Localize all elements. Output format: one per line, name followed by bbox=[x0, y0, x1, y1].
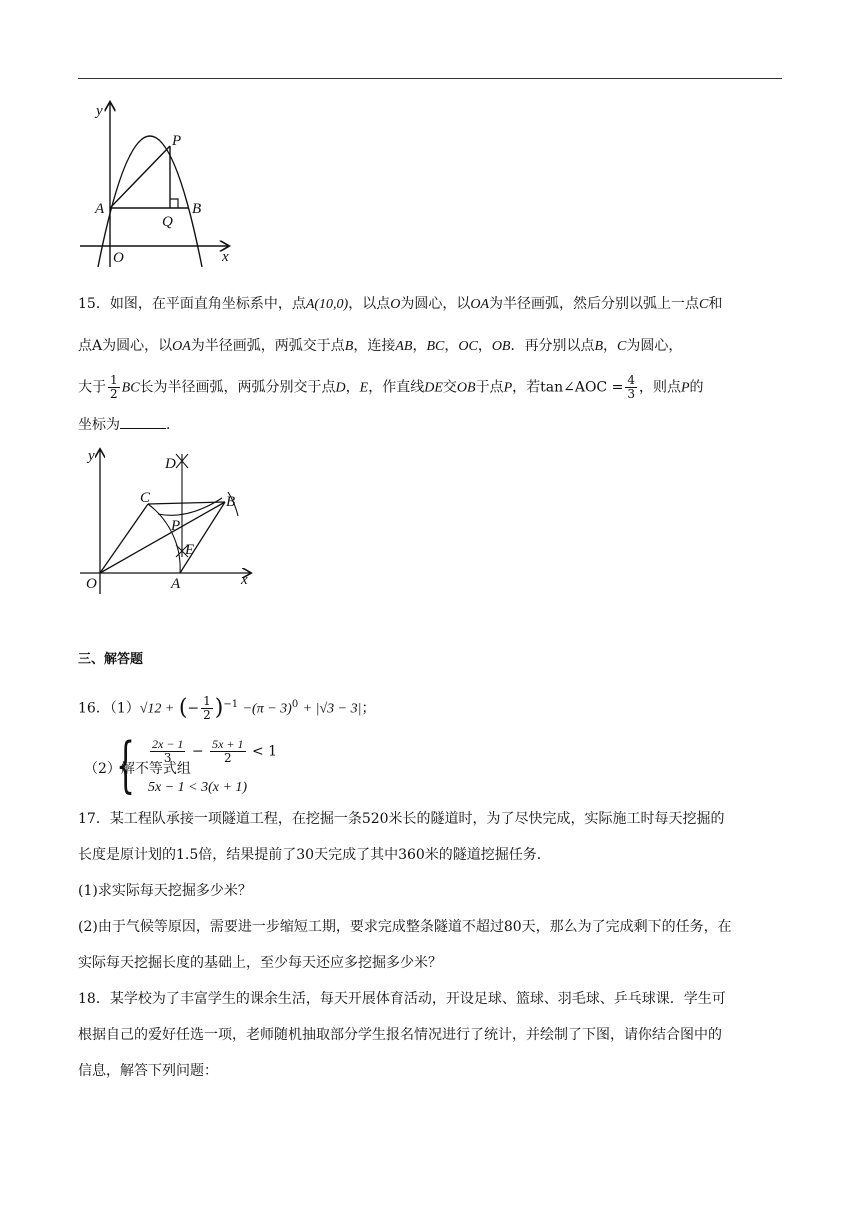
figure-parabola bbox=[78, 95, 238, 270]
q18-line3: 信息，解答下列问题： bbox=[78, 1063, 218, 1079]
label-p: P bbox=[172, 133, 182, 149]
label-o: O bbox=[86, 576, 97, 592]
inequality-2: 5x − 1 < 3(x + 1) bbox=[148, 780, 248, 795]
label-x: x bbox=[222, 249, 229, 265]
right-angle-mark bbox=[170, 199, 178, 208]
section-heading: 三、解答题 bbox=[78, 652, 144, 667]
segment-ap bbox=[110, 146, 170, 208]
label-d: D bbox=[165, 456, 176, 472]
q15-line2: 点A为圆心，以OA为半径画弧，两弧交于点B，连接AB，BC，OC，OB．再分别以点B，C为圆心， bbox=[78, 338, 683, 354]
inequality-1: $\frac{2x - 1}{3}$ − $\frac{5x + 1}{2}$ < 1 bbox=[152, 737, 278, 765]
arc-oa bbox=[148, 504, 180, 573]
q15-line4: 坐标为 ． bbox=[78, 414, 782, 436]
header-rule bbox=[78, 78, 782, 79]
system-brace: { bbox=[116, 730, 136, 800]
q17-line1: 17．某工程队承接一项隧道工程，在挖掘一条520米长的隧道时，为了尽快完成，实际施工时每天挖掘的 bbox=[78, 811, 725, 827]
parabola-curve bbox=[98, 136, 202, 267]
segment-ob bbox=[100, 502, 225, 573]
figure-arcs bbox=[78, 442, 258, 597]
label-e: E bbox=[185, 542, 195, 558]
fraction-neg-half: $\frac{1}{2}$ bbox=[203, 694, 211, 723]
q18-line1: 18．某学校为了丰富学生的课余生活，每天开展体育活动，开设足球、篮球、羽毛球、乒乓球课．学生可 bbox=[78, 991, 726, 1007]
q17-sub2-line1: (2)由于气候等原因，需要进一步缩短工期，要求完成整条隧道不超过80天，那么为了完成剩下的任务，在 bbox=[78, 919, 732, 935]
label-a: A bbox=[171, 576, 181, 592]
segment-oc bbox=[100, 504, 148, 573]
label-c: C bbox=[140, 490, 151, 506]
label-q: Q bbox=[162, 214, 173, 230]
q18-line2: 根据自己的爱好任选一项，老师随机抽取部分学生报名情况进行了统计，并绘制了下图，请你结合图中的 bbox=[78, 1027, 722, 1043]
q17-line2: 长度是原计划的1.5倍，结果提前了30天完成了其中360米的隧道挖掘任务． bbox=[78, 847, 551, 863]
label-b: B bbox=[192, 201, 202, 217]
q17-sub2-line2: 实际每天挖掘长度的基础上，至少每天还应多挖掘多少米？ bbox=[78, 955, 442, 971]
label-a: A bbox=[95, 201, 105, 217]
fraction-half: $\frac{1}{2}$ bbox=[110, 373, 118, 401]
q15-line1: 15．如图，在平面直角坐标系中，点A(10,0)，以点O为圆心，以OA为半径画弧，然后分别以弧上一点C和 bbox=[78, 296, 723, 312]
q16-part1: 16．（1）√12 + (− $\frac{1}{2}$ )$^{-1} -(\pi - 3)^0 + |√3 - 3|$； bbox=[78, 694, 376, 723]
label-b: B bbox=[226, 494, 236, 510]
answer-blank bbox=[120, 414, 166, 429]
label-y: y bbox=[96, 103, 103, 119]
label-p: P bbox=[171, 518, 181, 534]
q15-line3: 大于 $\frac{1}{2}$ BC长为半径画弧，两弧分别交于点D，E，作直线DE交OB于点P，若tan∠AOC = $\frac{4}{3}$ ，则点P的 bbox=[78, 373, 704, 401]
label-o: O bbox=[113, 250, 124, 266]
q16-part2-label: （2）解不等式组 bbox=[84, 761, 191, 777]
label-y: y bbox=[88, 448, 95, 464]
fraction-tan: $\frac{4}{3}$ bbox=[627, 373, 635, 401]
arc-from-c bbox=[158, 498, 222, 515]
label-x: x bbox=[241, 572, 248, 588]
q17-sub1: (1)求实际每天挖掘多少米？ bbox=[78, 883, 252, 899]
segment-ab bbox=[180, 502, 225, 573]
